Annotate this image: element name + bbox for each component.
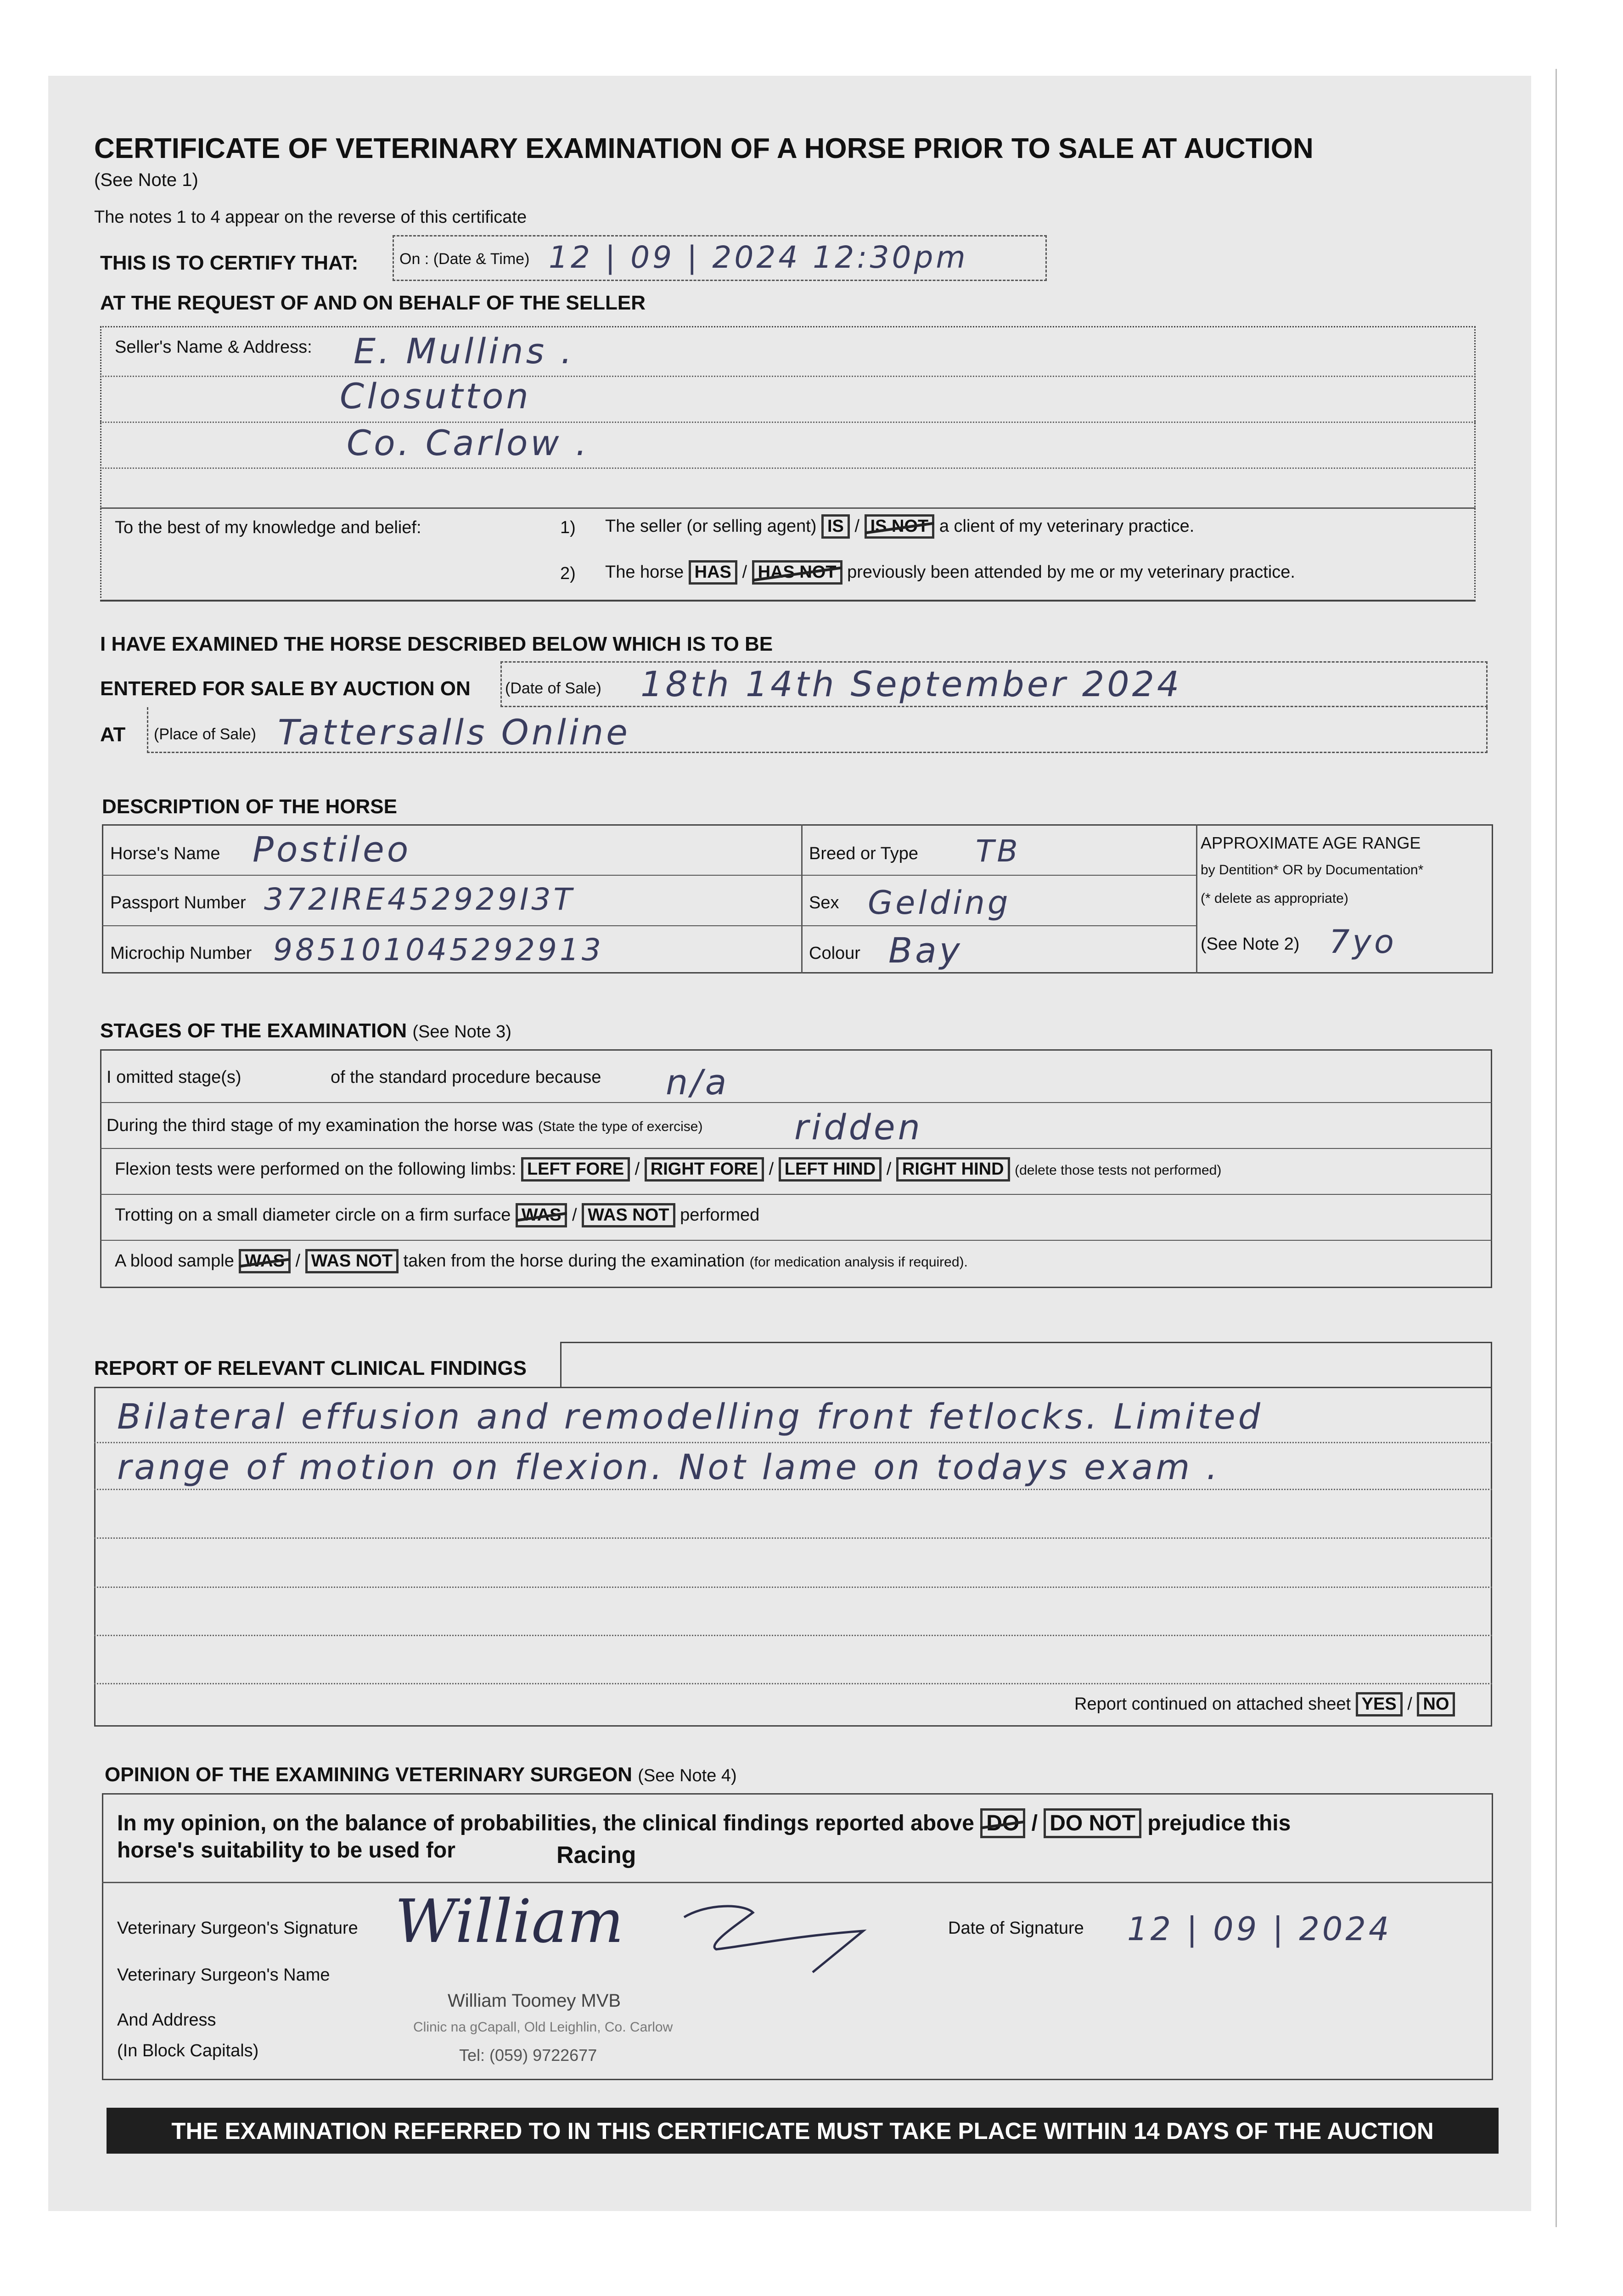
opinion-text-2: horse's suitability to be used for (117, 1838, 455, 1863)
slash: / (572, 1205, 577, 1225)
signature-value[interactable]: William (395, 1886, 624, 1956)
trot-row (115, 1203, 759, 1227)
stages-row-1 (100, 1102, 1492, 1103)
surgeon-address-label: And Address (117, 2010, 216, 2030)
at-label: AT (100, 723, 126, 746)
right-fore-option[interactable]: RIGHT FORE (645, 1157, 764, 1182)
notes-line: The notes 1 to 4 appear on the reverse of this certificate (94, 208, 527, 227)
report-rule-2 (94, 1489, 1492, 1490)
slash: / (854, 517, 860, 536)
title-note: (See Note 1) (94, 170, 198, 190)
breed-label: Breed or Type (809, 844, 919, 863)
sex-label: Sex (809, 893, 839, 912)
stages-heading (100, 1019, 511, 1042)
blood-post: taken from the horse during the examination (403, 1251, 745, 1271)
left-fore-option[interactable]: LEFT FORE (521, 1157, 630, 1182)
report-rule-5 (94, 1635, 1492, 1636)
blood-label: A blood sample (115, 1251, 234, 1271)
knowledge-label: To the best of my knowledge and belief: (115, 518, 421, 537)
colour-value[interactable]: Bay (888, 930, 963, 971)
stages-heading-text: STAGES OF THE EXAMINATION (100, 1019, 407, 1042)
certificate-title: CERTIFICATE OF VETERINARY EXAMINATION OF A HORSE PRIOR TO SALE AT AUCTION (94, 133, 1314, 164)
report-continued-row (1074, 1692, 1455, 1716)
blood-note: (for medication analysis if required). (749, 1255, 968, 1270)
horse-name-label: Horse's Name (110, 844, 220, 863)
trot-was-option[interactable]: WAS (516, 1203, 567, 1227)
seller-line-1 (100, 376, 1476, 377)
slash: / (295, 1251, 301, 1271)
third-stage-label (107, 1116, 702, 1136)
opinion-divider (102, 1882, 1493, 1883)
on-date-time-label: On : (Date & Time) (399, 250, 530, 268)
horse-col-divider-1 (801, 824, 803, 974)
on-date-time-value: 12 | 09 | 2024 12:30pm (549, 240, 968, 275)
do-option[interactable]: DO (980, 1808, 1025, 1838)
sale-heading-2: ENTERED FOR SALE BY AUCTION ON (100, 677, 471, 700)
report-rule-3 (94, 1537, 1492, 1539)
slash: / (635, 1159, 640, 1179)
report-rule-6 (94, 1683, 1492, 1684)
date-of-sale-label: (Date of Sale) (505, 680, 601, 697)
age-by-label: by Dentition* OR by Documentation* (1201, 862, 1424, 878)
flexion-row (115, 1157, 1221, 1182)
passport-label: Passport Number (110, 893, 246, 912)
flexion-label: Flexion tests were performed on the following limbs: (115, 1159, 517, 1179)
continued-no-option[interactable]: NO (1417, 1692, 1455, 1716)
report-heading-box (560, 1342, 1492, 1388)
sale-heading-1: I HAVE EXAMINED THE HORSE DESCRIBED BELOW WHICH IS TO BE (100, 633, 773, 655)
knowledge-item-2-number: 2) (560, 564, 576, 583)
intended-use-value[interactable]: Racing (556, 1842, 636, 1868)
trot-label: Trotting on a small diameter circle on a firm surface (115, 1205, 511, 1225)
opinion-text-1 (117, 1808, 1291, 1838)
slash: / (769, 1159, 774, 1179)
blood-was-not-option[interactable]: WAS NOT (305, 1249, 399, 1273)
has-not-option[interactable]: HAS NOT (752, 560, 842, 585)
slash: / (742, 563, 747, 582)
sex-value[interactable]: Gelding (868, 884, 1011, 922)
age-range-label: APPROXIMATE AGE RANGE (1201, 833, 1421, 852)
knowledge-item-1-post: a client of my veterinary practice. (939, 517, 1195, 536)
opinion-heading (105, 1763, 737, 1786)
horse-col-divider-2 (1196, 824, 1197, 974)
opinion-text-1-post: prejudice this (1147, 1811, 1291, 1835)
certify-label: THIS IS TO CERTIFY THAT: (100, 252, 359, 274)
third-stage-text: During the third stage of my examination the horse was (107, 1116, 534, 1135)
stages-heading-note: (See Note 3) (412, 1022, 511, 1041)
horse-row-divider-2 (102, 925, 1196, 926)
stamp-address: Clinic na gCapall, Old Leighlin, Co. Carlow (413, 2020, 673, 2035)
seller-address-2[interactable]: Co. Carlow . (347, 422, 590, 463)
age-note-label: (See Note 2) (1201, 934, 1300, 954)
trot-post: performed (680, 1205, 760, 1225)
opinion-text-1-pre: In my opinion, on the balance of probabilities, the clinical findings reported above (117, 1811, 974, 1835)
seller-label: Seller's Name & Address: (115, 338, 312, 357)
do-not-option[interactable]: DO NOT (1044, 1808, 1141, 1838)
seller-line-4 (100, 507, 1476, 509)
report-rule-4 (94, 1587, 1492, 1588)
blood-was-option[interactable]: WAS (239, 1249, 291, 1273)
seller-line-3 (100, 467, 1476, 469)
slash: / (1407, 1694, 1412, 1714)
omitted-value[interactable]: n/a (666, 1062, 730, 1103)
report-box (94, 1387, 1492, 1727)
age-value[interactable]: 7yo (1329, 923, 1397, 961)
seller-address-1[interactable]: Closutton (340, 376, 531, 416)
knowledge-item-1-number: 1) (560, 518, 576, 537)
knowledge-item-1-pre: The seller (or selling agent) (605, 517, 817, 536)
stamp-name: William Toomey MVB (448, 1991, 621, 2011)
omitted-label: I omitted stage(s) (107, 1068, 241, 1087)
continued-yes-option[interactable]: YES (1356, 1692, 1403, 1716)
passport-value[interactable]: 372IRE452929I3T (264, 882, 575, 917)
report-heading: REPORT OF RELEVANT CLINICAL FINDINGS (94, 1357, 527, 1379)
seller-line-2 (100, 422, 1476, 423)
trot-was-not-option[interactable]: WAS NOT (582, 1203, 675, 1227)
microchip-value[interactable]: 985101045292913 (273, 932, 604, 968)
signature-label: Veterinary Surgeon's Signature (117, 1919, 358, 1938)
page-edge (1556, 69, 1557, 2227)
flexion-note: (delete those tests not performed) (1015, 1163, 1222, 1178)
report-line-1[interactable]: Bilateral effusion and remodelling front fetlocks. Limited (117, 1396, 1263, 1437)
opinion-heading-text: OPINION OF THE EXAMINING VETERINARY SURGEON (105, 1763, 633, 1786)
left-hind-option[interactable]: LEFT HIND (779, 1157, 882, 1182)
request-line: AT THE REQUEST OF AND ON BEHALF OF THE SELLER (100, 292, 646, 314)
third-stage-value[interactable]: ridden (794, 1107, 923, 1148)
slash: / (1031, 1811, 1038, 1835)
colour-label: Colour (809, 944, 860, 963)
horse-name-value[interactable]: Postileo (253, 829, 411, 870)
has-option[interactable]: HAS (689, 560, 737, 585)
report-continued-label: Report continued on attached sheet (1074, 1694, 1351, 1714)
age-delete-note: (* delete as appropriate) (1201, 891, 1348, 906)
horse-heading: DESCRIPTION OF THE HORSE (102, 795, 397, 818)
is-option[interactable]: IS (821, 514, 850, 539)
knowledge-item-2-post: previously been attended by me or my veterinary practice. (847, 563, 1295, 582)
footer-banner: THE EXAMINATION REFERRED TO IN THIS CERTIFICATE MUST TAKE PLACE WITHIN 14 DAYS OF THE AUCTION (107, 2108, 1499, 2154)
is-not-option[interactable]: IS NOT (865, 514, 935, 539)
stamp-telephone: Tel: (059) 9722677 (459, 2046, 597, 2065)
knowledge-item-1 (605, 514, 1194, 539)
breed-value[interactable]: TB (976, 833, 1021, 869)
date-of-sale-value: 18th 14th September 2024 (640, 664, 1182, 704)
slash: / (886, 1159, 892, 1179)
block-capitals-label: (In Block Capitals) (117, 2041, 259, 2060)
horse-row-divider-1 (102, 875, 1196, 876)
report-rule-1 (94, 1442, 1492, 1443)
report-line-2[interactable]: range of motion on flexion. Not lame on todays exam . (117, 1446, 1220, 1487)
place-of-sale-value: Tattersalls Online (278, 712, 630, 753)
place-of-sale-label: (Place of Sale) (154, 726, 256, 743)
omitted-label-2: of the standard procedure because (331, 1068, 601, 1087)
stages-row-3 (100, 1194, 1492, 1195)
surgeon-name-label: Veterinary Surgeon's Name (117, 1965, 330, 1985)
opinion-heading-note: (See Note 4) (638, 1766, 737, 1785)
date-of-signature-label: Date of Signature (948, 1919, 1084, 1938)
knowledge-item-2-pre: The horse (605, 563, 684, 582)
seller-name[interactable]: E. Mullins . (354, 331, 575, 371)
knowledge-item-2 (605, 560, 1295, 585)
blood-row (115, 1249, 968, 1273)
date-of-signature-value[interactable]: 12 | 09 | 2024 (1127, 1910, 1392, 1948)
third-stage-note: (State the type of exercise) (538, 1119, 703, 1134)
microchip-label: Microchip Number (110, 944, 252, 963)
stages-row-4 (100, 1240, 1492, 1241)
right-hind-option[interactable]: RIGHT HIND (896, 1157, 1010, 1182)
stages-row-2 (100, 1148, 1492, 1149)
signature-flourish (680, 1899, 872, 1977)
